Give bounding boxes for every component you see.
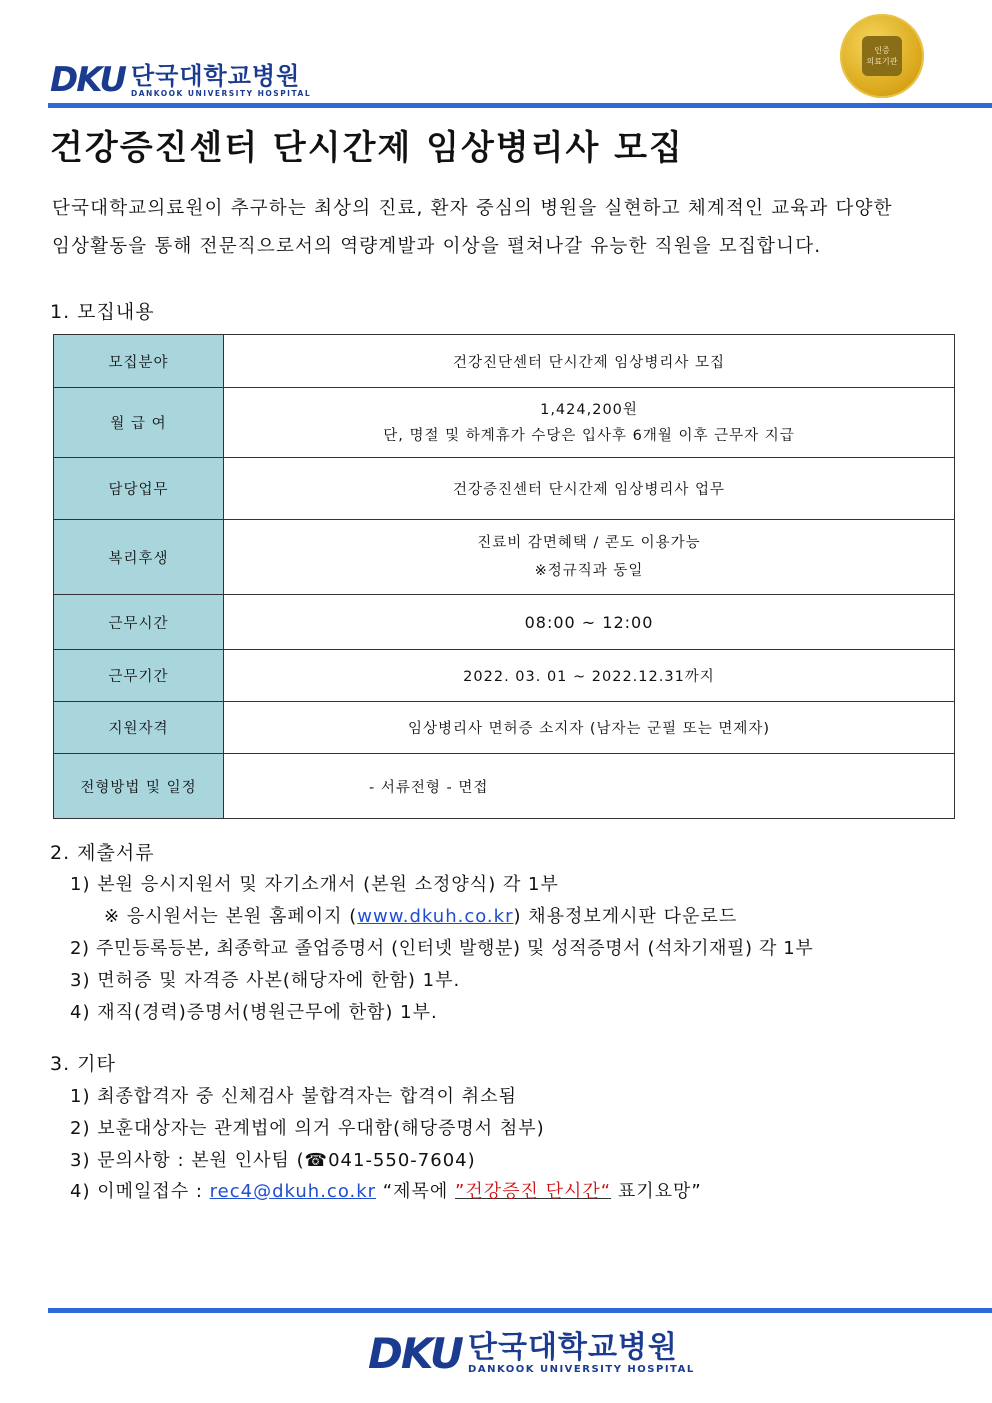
row-value: 08:00 ~ 12:00	[224, 595, 955, 650]
row-label: 담당업무	[54, 458, 224, 520]
salary-note: 단, 명절 및 하계휴가 수당은 입사후 6개월 이후 근무자 지급	[383, 427, 795, 444]
document-item-3: 3) 면허증 및 자격증 사본(해당자에 한함) 1부.	[70, 970, 461, 991]
footer-logo	[368, 1329, 695, 1378]
recruitment-table	[53, 334, 955, 819]
row-label: 복리후생	[54, 520, 224, 595]
badge-line2: 의료기관	[866, 57, 898, 66]
section2-heading: 2. 제출서류	[50, 842, 155, 864]
table-row	[54, 520, 955, 595]
benefits-text: 진료비 감면혜택 / 콘도 이용가능	[477, 535, 701, 551]
email-prefix: 4) 이메일접수 :	[70, 1181, 210, 1202]
row-value	[224, 520, 955, 595]
etc-item-3: 3) 문의사항 : 본원 인사팀 (☎041-550-7604)	[70, 1150, 476, 1171]
row-label: 근무기간	[54, 650, 224, 702]
header-rule	[48, 103, 992, 108]
note-prefix: ※ 응시원서는 본원 홈페이지 (	[104, 906, 358, 927]
row-value: 임상병리사 면허증 소지자 (남자는 군필 또는 면제자)	[224, 702, 955, 754]
note-suffix: ) 채용정보게시판 다운로드	[513, 906, 738, 927]
etc-item-4	[70, 1177, 702, 1203]
header-logo	[50, 60, 312, 100]
row-value: 2022. 03. 01 ~ 2022.12.31까지	[224, 650, 955, 702]
dku-logo-mark: DKU	[368, 1329, 463, 1378]
subject-highlight: ”건강증진 단시간“	[455, 1181, 612, 1202]
section1-heading: 1. 모집내용	[50, 301, 155, 323]
document-item-2: 2) 주민등록등본, 최종학교 졸업증명서 (인터넷 발행분) 및 성적증명서 (석차기재필) 각 1부	[70, 938, 814, 959]
row-value: - 서류전형 - 면접	[224, 754, 955, 819]
logo-english-name: DANKOOK UNIVERSITY HOSPITAL	[468, 1364, 695, 1375]
salary-amount: 1,424,200원	[540, 401, 638, 418]
badge-line1: 인증	[874, 46, 890, 55]
footer-rule	[48, 1308, 992, 1313]
row-label: 전형방법 및 일정	[54, 754, 224, 819]
homepage-link[interactable]: www.dkuh.co.kr	[357, 906, 514, 927]
document-item-4: 4) 재직(경력)증명서(병원근무에 한함) 1부.	[70, 1002, 438, 1023]
email-link[interactable]: rec4@dkuh.co.kr	[209, 1181, 377, 1202]
logo-english-name: DANKOOK UNIVERSITY HOSPITAL	[130, 88, 312, 98]
row-label: 모집분야	[54, 335, 224, 388]
logo-korean-name: 단국대학교병원	[130, 61, 301, 90]
intro-paragraph	[52, 190, 952, 266]
email-mid: “제목에	[376, 1181, 455, 1202]
row-label: 근무시간	[54, 595, 224, 650]
page-title: 건강증진센터 단시간제 임상병리사 모집	[50, 128, 684, 168]
document-item-1: 1) 본원 응시지원서 및 자기소개서 (본원 소정양식) 각 1부	[70, 874, 559, 895]
table-row	[54, 650, 955, 702]
row-label: 지원자격	[54, 702, 224, 754]
table-row	[54, 388, 955, 458]
intro-line-1: 단국대학교의료원이 추구하는 최상의 진료, 환자 중심의 병원을 실현하고 체계적인 교육과 다양한	[52, 198, 893, 219]
row-value: 건강진단센터 단시간제 임상병리사 모집	[224, 335, 955, 388]
section3-heading: 3. 기타	[50, 1053, 116, 1075]
row-value: 건강증진센터 단시간제 임상병리사 업무	[224, 458, 955, 520]
table-row	[54, 335, 955, 388]
email-suffix: 표기요망”	[611, 1181, 702, 1202]
logo-korean-name: 단국대학교병원	[468, 1330, 678, 1365]
etc-item-1: 1) 최종합격자 중 신체검사 불합격자는 합격이 취소됨	[70, 1086, 517, 1107]
table-row	[54, 458, 955, 520]
row-value	[224, 388, 955, 458]
document-note	[104, 902, 737, 928]
table-row	[54, 702, 955, 754]
etc-item-2: 2) 보훈대상자는 관계법에 의거 우대함(해당증명서 첨부)	[70, 1118, 545, 1139]
certification-badge	[840, 14, 924, 98]
intro-line-2: 임상활동을 통해 전문직으로서의 역량계발과 이상을 펼쳐나갈 유능한 직원을 모집합니다.	[52, 236, 822, 257]
row-label: 월 급 여	[54, 388, 224, 458]
dku-logo-mark: DKU	[50, 60, 125, 100]
benefits-note: ※정규직과 동일	[534, 563, 644, 579]
table-row	[54, 754, 955, 819]
table-row	[54, 595, 955, 650]
